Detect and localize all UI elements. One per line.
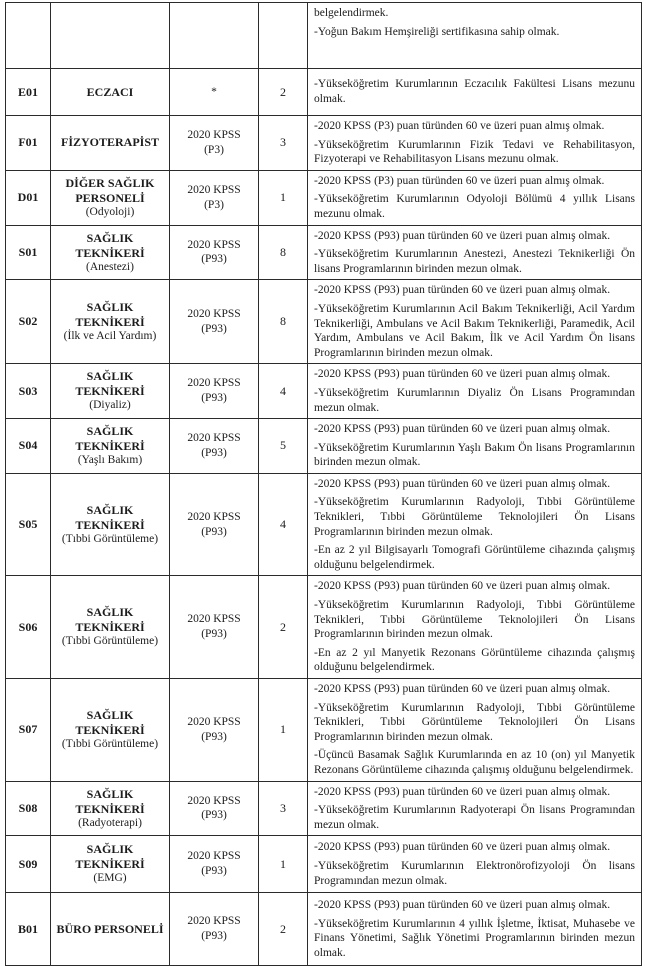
requirement-text: -2020 KPSS (P93) puan türünden 60 ve üzeri puan almış olmak. [314,477,611,490]
requirement-text: -Yükseköğretim Kurumlarının Yaşlı Bakım Ön lisans Programlarının birinden mezun olmak. [314,441,635,469]
exam-type-line1: 2020 KPSS [187,850,241,863]
exam-type-cell [170,280,259,364]
position-subtitle: (Anestezi) [86,260,134,273]
quota-cell: 3 [259,116,308,171]
requirements-cell [308,473,642,576]
exam-type-cell [170,781,259,836]
position-title: SAĞLIK TEKNİKERİ [75,502,145,532]
quota-cell: 1 [259,679,308,782]
document-page [0,2,646,959]
requirement-text: -2020 KPSS (P93) puan türünden 60 ve üzeri puan almış olmak. [314,284,611,297]
position-title-cell [51,225,170,280]
position-title-cell [51,893,170,966]
requirement-text: -Yükseköğretim Kurumlarının Odyoloji Bölümü 4 yıllık Lisans mezunu olmak. [314,193,635,220]
quota-cell: 2 [259,576,308,679]
position-title-cell [51,280,170,364]
position-subtitle: (Odyoloji) [85,205,135,218]
quota-cell: 2 [259,893,308,966]
position-title: SAĞLIK TEKNİKERİ [75,707,145,737]
quota-cell: 3 [259,781,308,836]
requirements-cell [308,116,642,171]
requirement-text: -2020 KPSS (P3) puan türünden 60 ve üzeri puan almış olmak. [314,174,605,187]
position-subtitle: (Tıbbi Görüntüleme) [61,635,159,648]
requirement-text: -Yükseköğretim Kurumlarının Fizik Tedavi ve Rehabilitasyon, Fizyoterapi ve Rehabilitasyon Lisans mezunu olmak. [314,138,635,166]
exam-type-line1: 2020 KPSS [187,715,241,728]
requirement-text: -2020 KPSS (P93) puan türünden 60 ve üzeri puan almış olmak. [314,841,611,854]
requirements-cell [308,3,642,69]
table-row [6,116,642,171]
position-subtitle: (Yaşlı Bakım) [77,454,143,467]
requirement-text: -2020 KPSS (P93) puan türünden 60 ve üzeri puan almış olmak. [314,423,611,436]
table-row [6,781,642,836]
requirement-text: -Yükseköğretim Kurumlarının Acil Bakım Teknikerliği, Acil Yardım Teknikerliği, Ambulans ve Acil Bakım Teknikerliği, Paramedik, Acil Yardım, Ambulans ve Acil Bakım, İlk ve Acil Yardım Ön lisans Programlarının birinden mezun olmak. [314,302,635,359]
exam-type-line1: 2020 KPSS [187,432,241,445]
position-title: SAĞLIK TEKNİKERİ [75,230,145,260]
position-code-cell: S03 [6,364,51,419]
exam-type-line1: 2020 KPSS [187,183,241,196]
requirement-text: -En az 2 yıl Manyetik Rezonans Görüntüleme cihazında çalışmış olduğunu belgelendirmek. [314,646,635,674]
requirement-text: -Yükseköğretim Kurumlarının Eczacılık Fakültesi Lisans mezunu olmak. [314,78,635,105]
position-title: SAĞLIK TEKNİKERİ [75,605,145,635]
exam-type-line1: 2020 KPSS [187,510,241,523]
requirements-cell [308,170,642,225]
exam-type-line2: (P93) [201,525,227,538]
requirements-cell [308,679,642,782]
exam-type-line2: (P93) [201,253,227,266]
position-title: ECZACI [86,84,134,99]
exam-type-cell [170,419,259,474]
exam-type-cell [170,473,259,576]
position-title-cell [51,116,170,171]
exam-type-cell [170,364,259,419]
exam-type-line1: 2020 KPSS [187,377,241,390]
position-title-cell [51,3,170,69]
position-subtitle: (EMG) [93,872,127,885]
position-title: BÜRO PERSONELİ [56,921,164,936]
position-code-cell: S06 [6,576,51,679]
position-title-cell [51,473,170,576]
requirement-text: -Yükseköğretim Kurumlarının 4 yıllık İşletme, İktisat, Muhasebe ve Finans Yönetimi, Sağlık Yönetimi Programlarının birinden mezun olmak. [314,917,635,959]
requirement-text: -2020 KPSS (P93) puan türünden 60 ve üzeri puan almış olmak. [314,368,611,381]
table-row [6,576,642,679]
position-subtitle: (Radyoterapi) [78,816,142,829]
exam-type-line2: (P3) [204,198,224,211]
requirement-text: -Yükseköğretim Kurumlarının Diyaliz Ön Lisans Programından mezun olmak. [314,386,635,414]
quota-cell: 8 [259,280,308,364]
position-code-cell: E01 [6,69,51,116]
quota-cell: 4 [259,473,308,576]
exam-type-cell [170,69,259,116]
requirements-cell [308,280,642,364]
position-title-cell [51,781,170,836]
exam-type-line2: (P93) [201,730,227,743]
exam-type-line1: 2020 KPSS [187,238,241,251]
position-title: FİZYOTERAPİST [60,135,160,150]
position-title: SAĞLIK TEKNİKERİ [75,369,145,399]
position-code-cell: D01 [6,170,51,225]
requirement-text: -En az 2 yıl Bilgisayarlı Tomografi Görüntüleme cihazında çalışmış olduğunu belgelendirmek. [314,544,635,571]
exam-type-cell [170,576,259,679]
exam-type-cell [170,679,259,782]
requirement-text: -Yükseköğretim Kurumlarının Radyoloji, Tıbbi Görüntüleme Teknikleri, Tıbbi Görüntüleme Teknolojileri Ön Lisans Programlarının birinden mezun olmak. [314,496,635,538]
requirements-cell [308,225,642,280]
table-row [6,893,642,966]
position-code-cell: S02 [6,280,51,364]
requirement-text: -Yükseköğretim Kurumlarının Radyoloji, Tıbbi Görüntüleme Teknikleri, Tıbbi Görüntüleme Teknolojileri Ön Lisans Programlarının birinden mezun olmak. [314,599,635,641]
exam-type-line2: (P93) [201,446,227,459]
table-row [6,364,642,419]
requirement-text: -Üçüncü Basamak Sağlık Kurumlarında en az 10 (on) yıl Manyetik Rezonans Görüntüleme cihazında çalışmış olduğunu belgelendirmek. [314,749,635,776]
position-title: SAĞLIK TEKNİKERİ [75,299,145,329]
position-title: SAĞLIK TEKNİKERİ [75,842,145,872]
exam-type-cell [170,170,259,225]
position-code-cell: F01 [6,116,51,171]
position-code-cell: S01 [6,225,51,280]
requirement-text: -Yükseköğretim Kurumlarının Radyoloji, Tıbbi Görüntüleme Teknikleri, Tıbbi Görüntüleme Teknolojileri Ön Lisans Programlarının birinden mezun olmak. [314,701,635,743]
exam-type-line2: (P93) [201,809,227,822]
position-subtitle: (Diyaliz) [89,399,131,412]
exam-type-line1: 2020 KPSS [187,307,241,320]
position-code-cell: S09 [6,836,51,893]
positions-table [5,2,642,966]
requirement-text: belgelendirmek. [314,7,389,19]
position-title: SAĞLIK TEKNİKERİ [75,424,145,454]
position-code-cell: S08 [6,781,51,836]
position-subtitle: (İlk ve Acil Yardım) [63,329,157,342]
requirement-text: -Yoğun Bakım Hemşireliği sertifikasına sahip olmak. [314,25,560,38]
position-title: DİĞER SAĞLIK PERSONELİ [65,175,155,205]
exam-type-line2: (P93) [201,322,227,335]
requirement-text: -2020 KPSS (P93) puan türünden 60 ve üzeri puan almış olmak. [314,229,611,242]
quota-cell: 8 [259,225,308,280]
exam-type-cell [170,893,259,966]
table-row [6,473,642,576]
position-code-cell: S04 [6,419,51,474]
requirement-text: -Yükseköğretim Kurumlarının Elektronörofizyoloji Ön lisans Programından mezun olmak. [314,860,635,887]
position-title-cell [51,364,170,419]
exam-type-line1: 2020 KPSS [187,128,241,141]
table-row [6,3,642,69]
table-row [6,170,642,225]
position-code-cell: S05 [6,473,51,576]
exam-type-line2: (P93) [201,628,227,641]
exam-type-line1: 2020 KPSS [187,613,241,626]
requirements-cell [308,419,642,474]
requirements-cell [308,836,642,893]
position-code-cell: B01 [6,893,51,966]
table-row [6,225,642,280]
quota-cell: 4 [259,364,308,419]
position-title-cell [51,170,170,225]
requirement-text: -Yükseköğretim Kurumlarının Radyoterapi Ön lisans Programından mezun olmak. [314,804,635,831]
requirement-text: -2020 KPSS (P93) puan türünden 60 ve üzeri puan almış olmak. [314,899,611,912]
position-title: SAĞLIK TEKNİKERİ [75,786,145,816]
exam-type-line2: (P93) [201,930,227,943]
position-code-cell [6,3,51,69]
exam-type-line1: 2020 KPSS [187,915,241,928]
exam-type-line2: (P93) [201,392,227,405]
requirement-text: -Yükseköğretim Kurumlarının Anestezi, Anestezi Teknikerliği Ön lisans Programlarının birinden mezun olmak. [314,248,635,275]
exam-type-cell [170,116,259,171]
position-title-cell [51,576,170,679]
exam-type-line1: * [211,85,217,98]
table-row [6,419,642,474]
exam-type-cell [170,3,259,69]
requirement-text: -2020 KPSS (P93) puan türünden 60 ve üzeri puan almış olmak. [314,683,611,695]
table-row [6,679,642,782]
quota-cell [259,3,308,69]
position-title-cell [51,679,170,782]
requirements-cell [308,576,642,679]
table-row [6,280,642,364]
requirements-cell [308,364,642,419]
requirement-text: -2020 KPSS (P3) puan türünden 60 ve üzeri puan almış olmak. [314,120,605,132]
position-subtitle: (Tıbbi Görüntüleme) [61,737,159,750]
quota-cell: 1 [259,170,308,225]
requirements-cell [308,69,642,116]
table-row [6,69,642,116]
quota-cell: 2 [259,69,308,116]
position-subtitle: (Tıbbi Görüntüleme) [61,532,159,545]
requirements-cell [308,893,642,966]
quota-cell: 1 [259,836,308,893]
quota-cell: 5 [259,419,308,474]
table-row [6,836,642,893]
exam-type-cell [170,225,259,280]
requirement-text: -2020 KPSS (P93) puan türünden 60 ve üzeri puan almış olmak. [314,785,611,798]
position-title-cell [51,69,170,116]
position-code-cell: S07 [6,679,51,782]
exam-type-line2: (P93) [201,865,227,878]
exam-type-line2: (P3) [204,143,224,156]
exam-type-line1: 2020 KPSS [187,794,241,807]
requirements-cell [308,781,642,836]
requirement-text: -2020 KPSS (P93) puan türünden 60 ve üzeri puan almış olmak. [314,580,611,593]
position-title-cell [51,419,170,474]
exam-type-cell [170,836,259,893]
position-title-cell [51,836,170,893]
